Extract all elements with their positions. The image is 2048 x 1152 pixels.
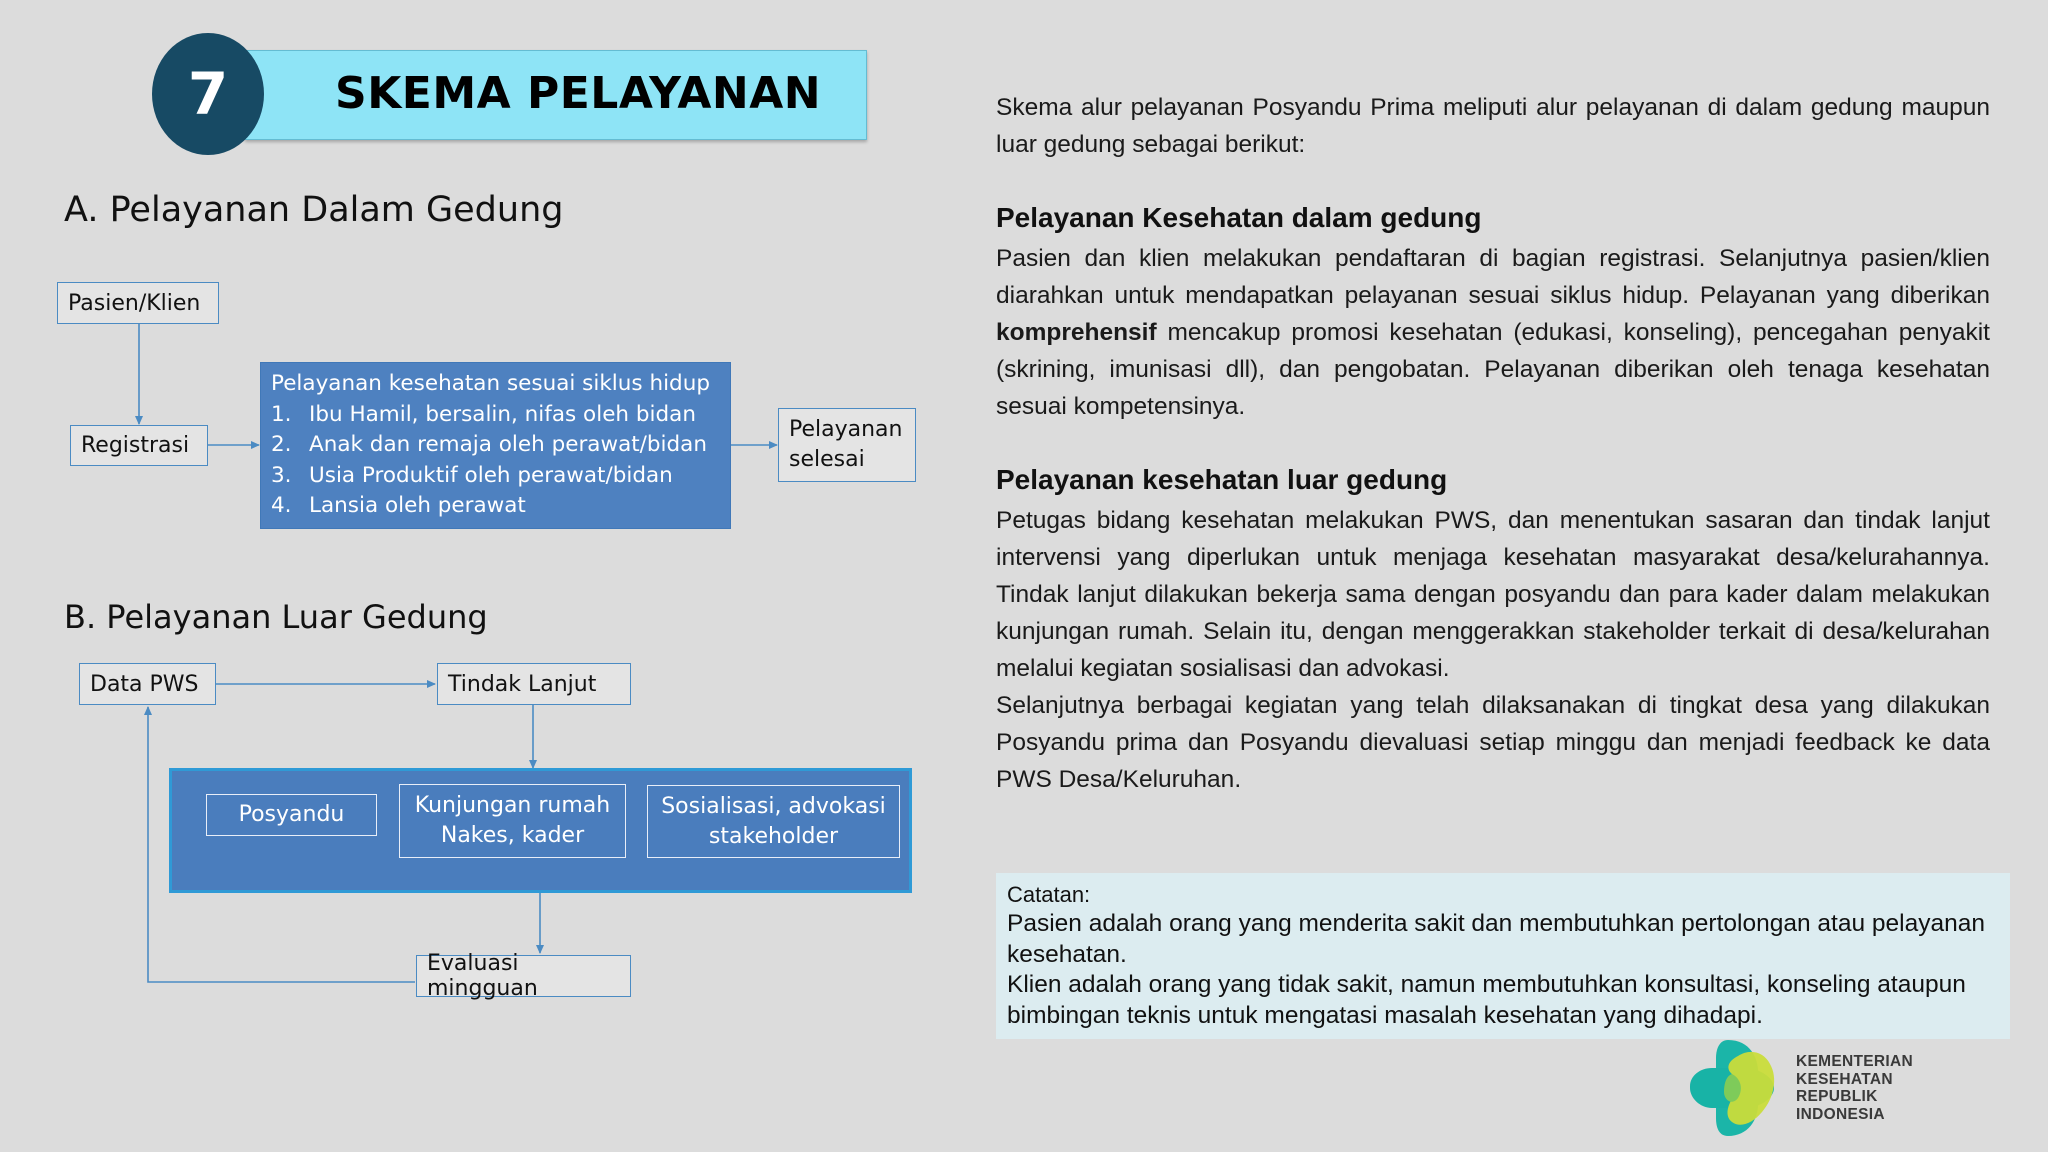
sosialisasi-line1: Sosialisasi, advokasi [661, 793, 886, 819]
kunjungan-line2: Nakes, kader [440, 823, 585, 848]
catatan-box [996, 873, 2010, 1039]
intro-paragraph: Skema alur pelayanan Posyandu Prima meliputi alur pelayanan di dalam gedung maupun luar gedung sebagai berikut: [996, 94, 1990, 158]
layanan-item: 3. Usia Produktif oleh perawat/bidan [271, 462, 673, 488]
data-pws-label: Data PWS [90, 671, 199, 697]
heading-luar-gedung: Pelayanan kesehatan luar gedung [996, 464, 1448, 495]
kunjungan-rumah-box [399, 784, 626, 858]
catatan-label: Catatan: [1007, 882, 1091, 907]
catatan-klien: Klien adalah orang yang tidak sakit, namun membutuhkan konsultasi, konseling ataupun bimbingan teknis untuk mengatasi masalah kesehatan yang dihadapi. [1007, 971, 1966, 1029]
layanan-item: 2. Anak dan remaja oleh perawat/bidan [271, 432, 707, 457]
kemenkes-logo-text: KEMENTERIAN KESEHATAN REPUBLIK INDONESIA [1796, 1053, 1913, 1123]
catatan-pasien: Pasien adalah orang yang menderita sakit dan membutuhkan pertolongan atau pelayanan kesehatan. [1007, 910, 1985, 968]
sosialisasi-line2: stakeholder [708, 823, 839, 849]
heading-dalam-gedung: Pelayanan Kesehatan dalam gedung [996, 202, 1482, 233]
kunjungan-line1: Kunjungan rumah [414, 793, 611, 818]
sosialisasi-advokasi-box [647, 785, 900, 858]
section-b-heading: B. Pelayanan Luar Gedung [64, 598, 488, 636]
selesai-line2: selesai [789, 447, 865, 472]
posyandu-box [206, 794, 377, 836]
page-title: SKEMA PELAYANAN [335, 68, 822, 119]
registrasi-box [70, 425, 208, 466]
pelayanan-selesai-box [778, 408, 916, 482]
pasien-klien-box [57, 282, 219, 324]
selesai-line1: Pelayanan [789, 417, 903, 442]
posyandu-label: Posyandu [238, 802, 345, 827]
layanan-list [271, 400, 720, 522]
paragraph-dalam-gedung: Pasien dan klien melakukan pendaftaran di bagian registrasi. Selanjutnya pasien/klien diarahkan untuk mendapatkan pelayanan sesuai siklus hidup. Pelayanan yang diberikan komprehensif mencakup promosi kesehatan (edukasi, konseling), pencegahan penyakit (skrining, imunisasi dll), dan pengobatan. Pelayanan diberikan oleh tenaga kesehatan sesuai kompetensinya. [996, 245, 1990, 420]
section-a-heading: A. Pelayanan Dalam Gedung [64, 190, 564, 230]
data-pws-box [79, 663, 216, 705]
layanan-title: Pelayanan kesehatan sesuai siklus hidup [271, 371, 710, 396]
tindak-lanjut-label: Tindak Lanjut [448, 671, 597, 697]
registrasi-label: Registrasi [81, 433, 190, 458]
layanan-siklus-hidup-box [260, 362, 731, 529]
bold-komprehensif: komprehensif [996, 319, 1157, 346]
section-number-badge: 7 [152, 33, 264, 155]
layanan-item: 4. Lansia oleh perawat [271, 493, 526, 518]
evaluasi-mingguan-box [416, 951, 631, 1001]
evaluasi-label: Evaluasi mingguan [427, 951, 538, 1001]
paragraph-luar-gedung: Petugas bidang kesehatan melakukan PWS, dan menentukan sasaran dan tindak lanjut intervensi yang diperlukan untuk menjaga kesehatan masyarakat desa/kelurahannya. Tindak lanjut dilakukan bekerja sama dengan posyandu dan para kader dalam melakukan kunjungan rumah. Selain itu, dengan menggerakkan stakeholder terkait di desa/kelurahan melalui kegiatan sosialisasi dan advokasi. [996, 507, 1990, 682]
kemenkes-logo-icon [1688, 1038, 1788, 1138]
pasien-klien-label: Pasien/Klien [68, 290, 201, 316]
paragraph-evaluasi: Selanjutnya berbagai kegiatan yang telah dilaksanakan di tingkat desa yang dilakukan Posyandu prima dan Posyandu dievaluasi setiap minggu dan menjadi feedback ke data PWS Desa/Keluruhan. [996, 692, 1990, 793]
tindak-lanjut-box [437, 663, 631, 705]
layanan-item: 1. Ibu Hamil, bersalin, nifas oleh bidan [271, 401, 696, 427]
